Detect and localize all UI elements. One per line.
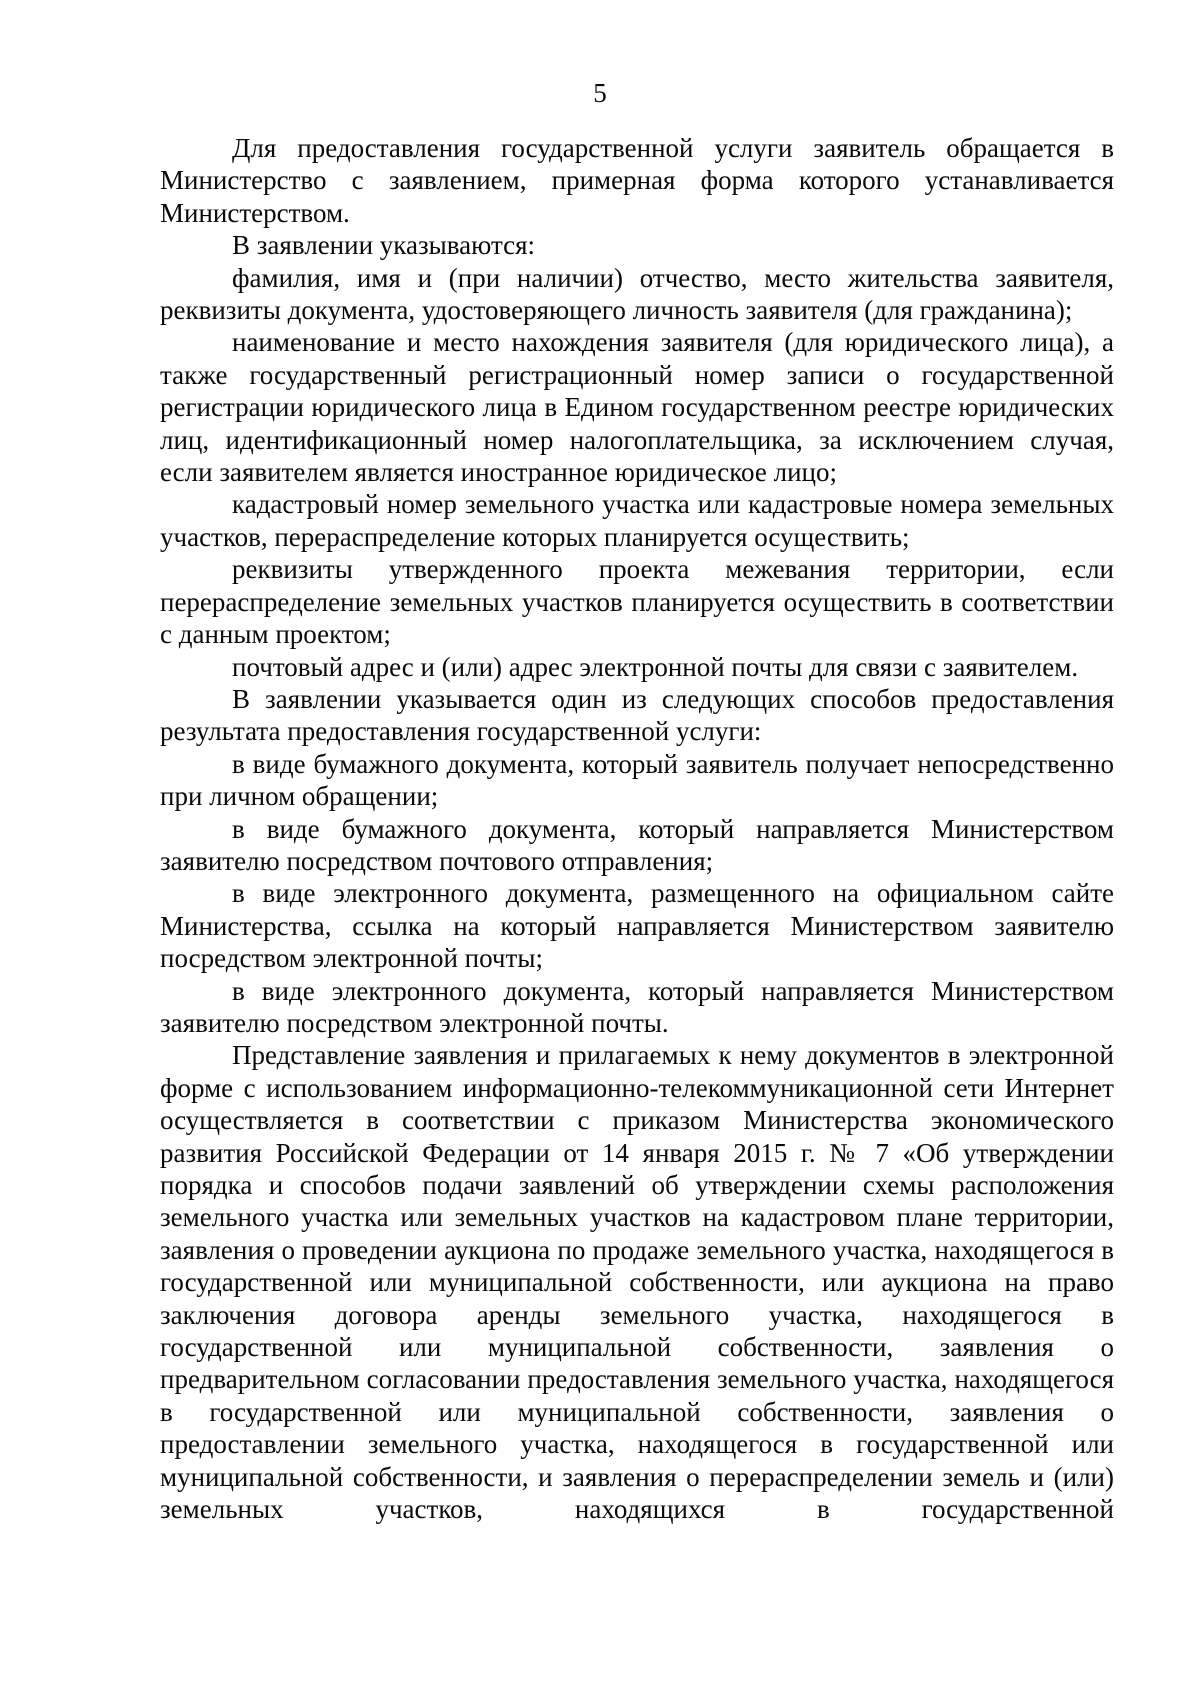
paragraph-electronic-by-email: в виде электронного документа, который направляется Министерством заявителю посредством электронной почты. bbox=[160, 975, 1114, 1038]
paragraph-paper-by-post: в виде бумажного документа, который направляется Министерством заявителю посредством почтового отправления; bbox=[160, 813, 1114, 876]
paragraph-survey-project: реквизиты утвержденного проекта межевания территории, если перераспределение земельных участков планируется осуществить в соответствии с данным проектом; bbox=[160, 554, 1114, 650]
paragraph-application-contents-intro: В заявлении указываются: bbox=[232, 230, 535, 261]
paragraph-cadastral-number: кадастровый номер земельного участка или кадастровые номера земельных участков, перераспределение которых планируется осуществить; bbox=[160, 489, 1114, 552]
page-number: 5 bbox=[593, 78, 607, 108]
paragraph-result-method-intro: В заявлении указывается один из следующих способов предоставления результата предоставления государственной услуги: bbox=[160, 683, 1114, 747]
paragraph-postal-address: почтовый адрес и (или) адрес электронной почты для связи с заявителем. bbox=[232, 651, 1079, 682]
paragraph-citizen-details: фамилия, имя и (при наличии) отчество, место жительства заявителя, реквизиты документа, удостоверяющего личность заявителя (для гражданина); bbox=[160, 262, 1114, 326]
paragraph-legal-entity-details: наименование и место нахождения заявителя (для юридического лица), а также государственный регистрационный номер записи о государственной регистрации юридического лица в Едином государственном реестре юридических лиц, идентификационный номер налогоплательщика, за исключением случая, если заявителем является иностранное юридическое лицо; bbox=[160, 327, 1114, 488]
paragraph-electronic-submission-order: Представление заявления и прилагаемых к нему документов в электронной форме с использованием информационно-телекоммуникационной сети Интернет осуществляется в соответствии с приказом Министерства экономического развития Российской Федерации от 14 января 2015 г. № 7 «Об утверждении порядка и способов подачи заявлений об утверждении схемы расположения земельного участка или земельных участков на кадастровом плане территории, заявления о проведении аукциона по продаже земельного участка, находящегося в государственной или муниципальной собственности, или аукциона на право заключения договора аренды земельного участка, находящегося в государственной или муниципальной собственности, заявления о предварительном согласовании предоставления земельного участка, находящегося в государственной или муниципальной собственности, заявления о предоставлении земельного участка, находящегося в государственной или муниципальной собственности, и заявления о перераспределении земель и (или) земельных участков, находящихся в государственной bbox=[160, 1040, 1114, 1525]
paragraph-application-submission: Для предоставления государственной услуги заявитель обращается в Министерство с заявлением, примерная форма которого устанавливается Министерством. bbox=[160, 133, 1114, 228]
paragraph-electronic-on-site: в виде электронного документа, размещенного на официальном сайте Министерства, ссылка на который направляется Министерством заявителю посредством электронной почты; bbox=[160, 878, 1114, 974]
document-body bbox=[160, 132, 1114, 1525]
paragraph-paper-in-person: в виде бумажного документа, который заявитель получает непосредственно при личном обращении; bbox=[160, 748, 1114, 812]
